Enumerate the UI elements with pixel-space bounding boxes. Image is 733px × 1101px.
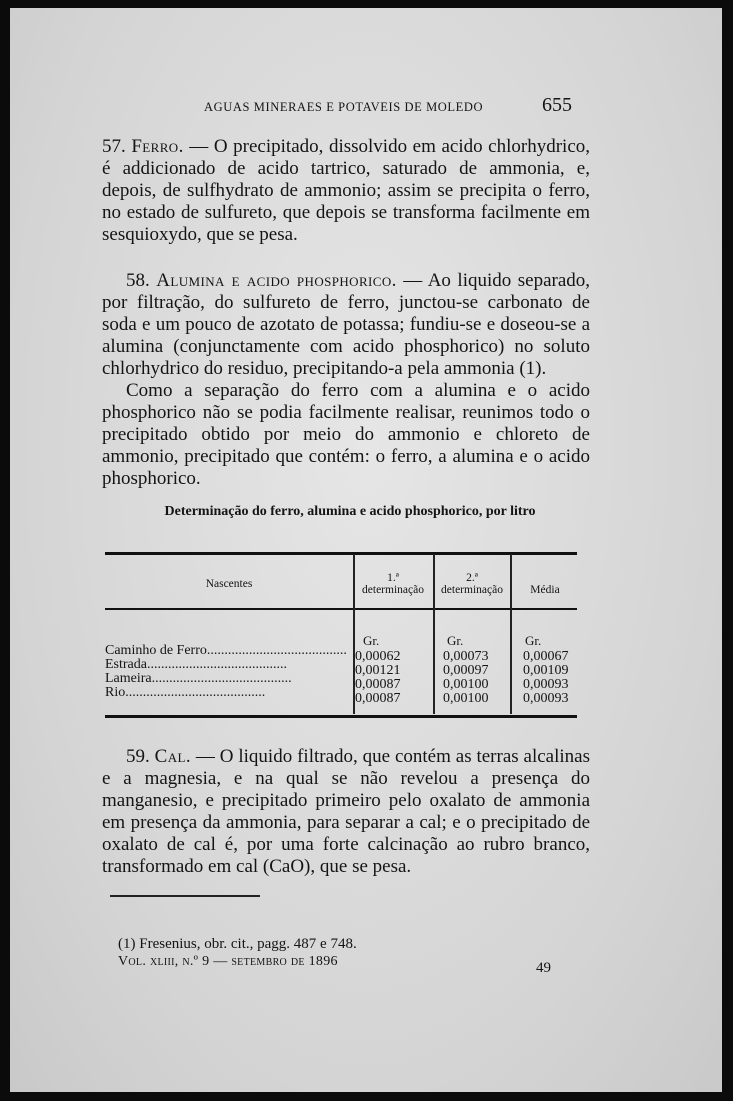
scanned-page: [10, 8, 722, 1092]
section-number: 58.: [126, 270, 150, 291]
section-heading: Ferro.: [131, 136, 184, 157]
row-label: Rio........................................: [105, 686, 266, 700]
column-divider: [510, 554, 512, 714]
header-second-determination: 2.ª determinação: [441, 572, 503, 596]
cell-second: 0,00100: [443, 677, 489, 692]
cell-first: 0,00121: [355, 663, 401, 678]
footnote-1: (1) Fresenius, obr. cit., pagg. 487 e 748.: [118, 936, 357, 952]
cell-second: 0,00100: [443, 691, 489, 706]
row-label: Estrada........................................: [105, 658, 287, 672]
cell-media: 0,00067: [523, 649, 569, 664]
cell-first: 0,00087: [355, 691, 401, 706]
unit-label: Gr.: [447, 633, 464, 648]
cell-first: 0,00062: [355, 649, 401, 664]
section-number: 59.: [126, 746, 150, 767]
paragraph-58: [102, 270, 590, 490]
paragraph-57: [102, 136, 590, 246]
unit-label: Gr.: [525, 633, 542, 648]
cell-second: 0,00097: [443, 663, 489, 678]
paragraph-59: [102, 746, 590, 878]
running-title: AGUAS MINERAES E POTAVEIS DE MOLEDO: [204, 100, 484, 114]
paragraph-text: — O precipitado, dissolvido em acido chlorhydrico, é addicionado de acido tartrico, saturado de ammonia, e, depois, de sulfhydrato de ammonio; assim se precipita o ferro, no estado de sulfureto, que depois se transforma facilmente em sesquioxydo, que se pesa.: [102, 136, 590, 245]
signature-number: 49: [536, 960, 551, 976]
header-first-determination: 1.ª determinação: [362, 572, 424, 596]
section-number: 57.: [102, 136, 126, 157]
header-nascentes: Nascentes: [205, 578, 253, 590]
table-bottom-rule: [105, 715, 577, 718]
cell-media: 0,00093: [523, 677, 569, 692]
paragraph-text: — O liquido filtrado, que contém as terras alcalinas e a magnesia, e na qual se não revelou a presença do manganesio, e precipitado primeiro pelo oxalato de ammonia em presença da ammonia, para separar a cal; e o precipitado de oxalato de cal é, por uma forte calcinação ao rubro branco, transformado em cal (CaO), que se pesa.: [102, 746, 591, 877]
table-top-rule: [105, 552, 577, 555]
cell-first: 0,00087: [355, 677, 401, 692]
unit-label: Gr.: [363, 633, 380, 648]
section-heading: Cal.: [154, 746, 191, 767]
volume-line: Vol. xliii, n.º 9 — setembro de 1896: [118, 954, 338, 969]
footnote-divider: [110, 895, 260, 897]
row-label: Caminho de Ferro........................................: [105, 644, 347, 658]
header-media: Média: [530, 584, 560, 596]
row-label: Lameira........................................: [105, 672, 292, 686]
page-number: 655: [542, 94, 572, 116]
paragraph-text-continued: Como a separação do ferro com a alumina e o acido phosphorico não se podia facilmente realisar, reunimos todo o precipitado obtido por meio do ammonio e chloreto de ammonio, precipitado que contém: o ferro, a alumina e o acido phosphorico.: [102, 380, 590, 489]
data-table: [105, 552, 577, 717]
cell-media: 0,00109: [523, 663, 569, 678]
column-divider: [433, 554, 435, 714]
section-heading: Alumina e acido phosphorico.: [156, 270, 397, 291]
cell-media: 0,00093: [523, 691, 569, 706]
table-title: Determinação do ferro, alumina e acido phosphorico, por litro: [164, 504, 536, 519]
table-header-rule: [105, 608, 577, 610]
paragraph-text: — Ao liquido separado, por filtração, do sulfureto de ferro, junctou-se carbonato de soda e um pouco de azotato de potassa; fundiu-se e doseou-se a alumina (conjunctamente com acido phosphorico) no soluto chlorhydrico do residuo, precipitando-a pela ammonia (1).: [102, 270, 591, 379]
cell-second: 0,00073: [443, 649, 489, 664]
